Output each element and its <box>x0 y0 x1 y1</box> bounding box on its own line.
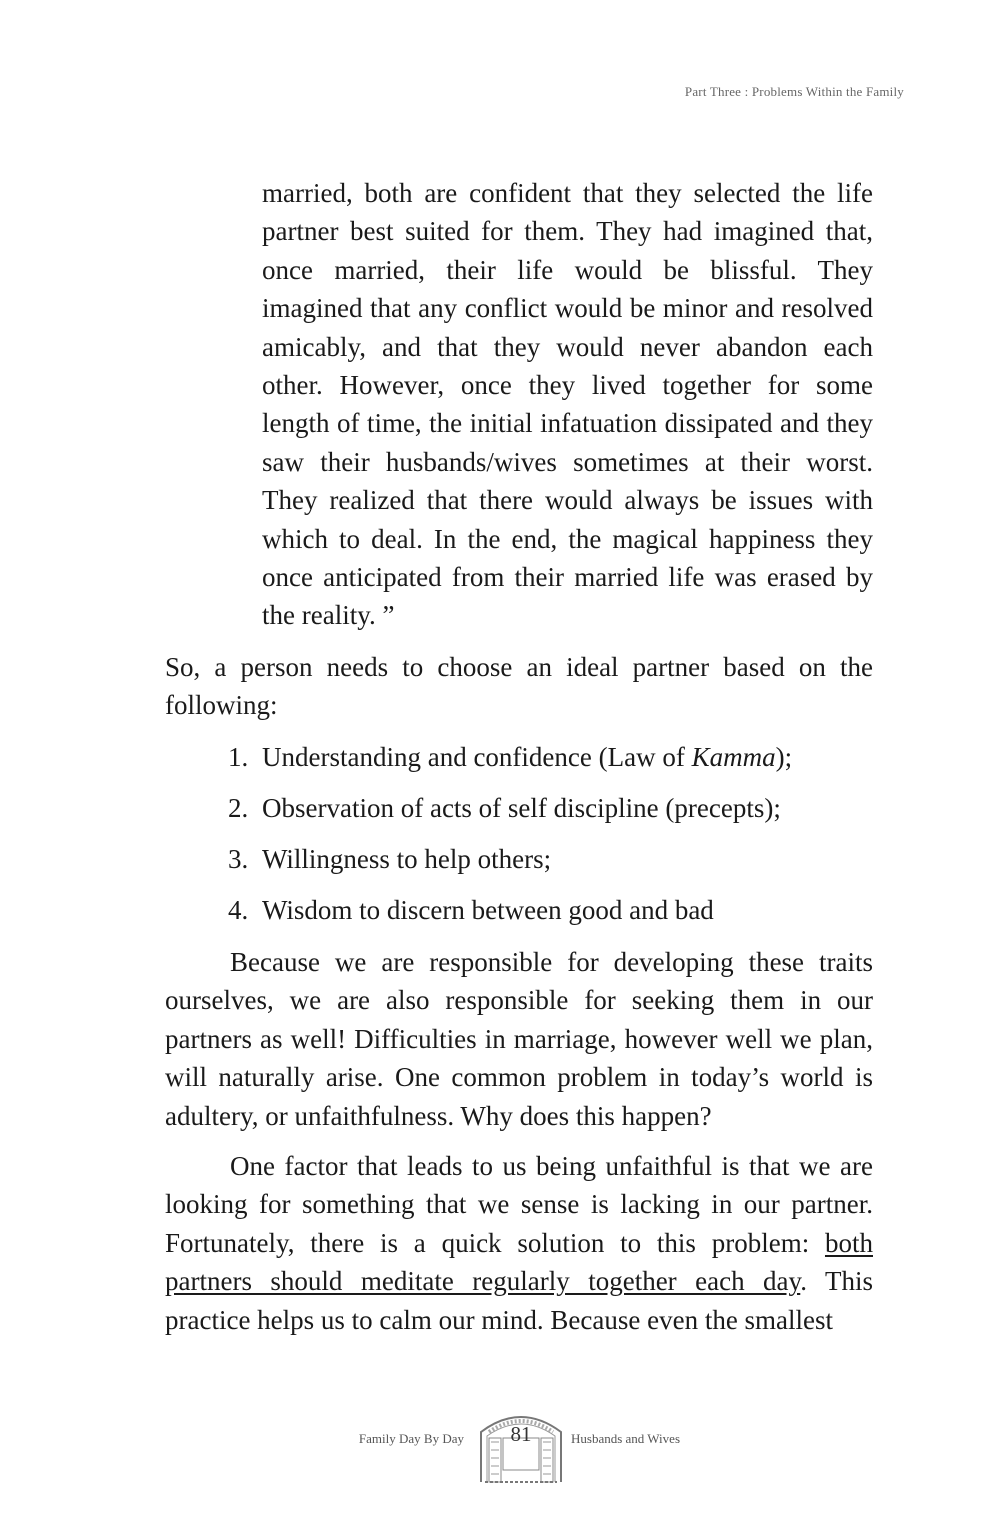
list-text-end: ); <box>775 742 793 772</box>
underlined-text: both partners should meditate regularly together each day <box>165 1227 873 1297</box>
list-number: 3. <box>228 844 249 874</box>
list-text: Wisdom to discern between good and bad <box>262 895 714 925</box>
footer-chapter-title: Husbands and Wives <box>571 1431 681 1446</box>
list-item <box>228 789 792 840</box>
intro-paragraph: So, a person needs to choose an ideal partner based on the following: <box>165 652 873 721</box>
list-text: Observation of acts of self discipline (precepts); <box>262 793 781 823</box>
paragraph-text: One factor that leads to us being unfaithful is that we are looking for something that we sense is lacking in our partner. Fortunately, there is a quick solution to this problem: <box>165 1151 873 1258</box>
list-number: 1. <box>228 742 249 772</box>
list-number: 2. <box>228 793 249 823</box>
paragraph-text-end: . This practice helps us to calm our mind. Because even the smallest <box>165 1266 874 1335</box>
footer-book-title: Family Day By Day <box>358 1431 464 1446</box>
running-head: Part Three : Problems Within the Family <box>684 84 904 99</box>
quote-paragraph: married, both are confident that they selected the life partner best suited for them. They had imagined that, once married, their life would be blissful. They imagined that any conflict would be minor and resolved amicably, and that they would never abandon each other. However, once they lived together for some length of time, the initial infatuation dissipated and they saw their husbands/wives sometimes at their worst. They realized that there would always be issues with which to deal. In the end, the magical happiness they once anticipated from their married life was erased by the reality. ” <box>262 178 873 631</box>
list-italic-term: Kamma <box>691 742 776 772</box>
page-footer <box>0 1408 1000 1488</box>
body-paragraph-2 <box>165 1147 873 1339</box>
criteria-list <box>228 738 792 942</box>
list-number: 4. <box>228 895 249 925</box>
body-paragraph-1: Because we are responsible for developing these traits ourselves, we are also responsible for seeking them in our partners as well! Difficulties in marriage, however well we plan, will naturally arise. One common problem in today’s world is adultery, or unfaithfulness. Why does this happen? <box>165 947 873 1131</box>
list-item <box>228 738 792 789</box>
list-text: Willingness to help others; <box>262 844 552 874</box>
list-item <box>228 891 792 942</box>
page-number: 81 <box>510 1422 532 1446</box>
list-text: Understanding and confidence (Law of <box>262 742 692 772</box>
list-item <box>228 840 792 891</box>
